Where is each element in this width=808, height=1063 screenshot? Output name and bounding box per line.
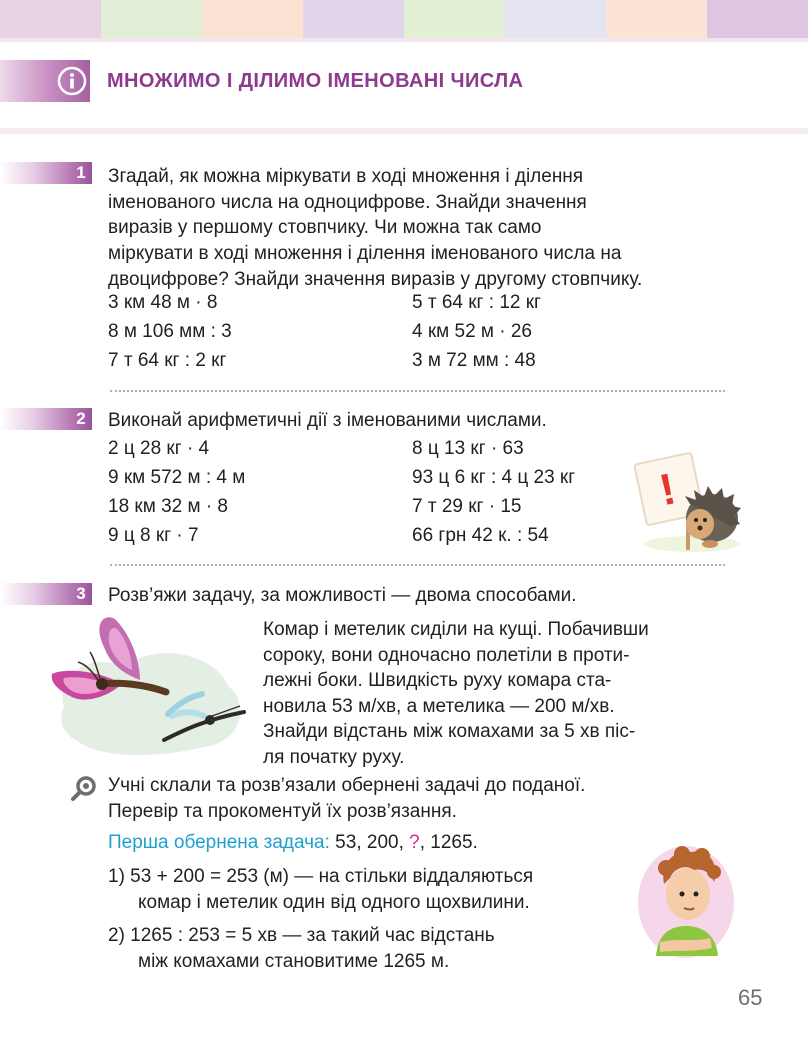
task3-problem <box>263 617 726 770</box>
expression: 8 м 106 мм : 3 <box>108 321 232 342</box>
band-segment <box>707 0 808 38</box>
first-inverse-label: Перша обернена задача: <box>108 832 330 853</box>
expression: 3 м 72 мм : 48 <box>412 350 536 371</box>
band-segment <box>0 0 101 38</box>
band-segment <box>202 0 303 38</box>
top-color-band <box>0 0 808 38</box>
text-line: Згадай, як можна міркувати в ході множення і ділення <box>108 166 584 187</box>
text-line: Комар і метелик сиділи на кущі. Побачивши <box>263 619 649 640</box>
thinking-boy-illustration <box>636 838 736 960</box>
task2-text: Виконай арифметичні дії з іменованими числами. <box>108 410 547 431</box>
sign-exclamation: ! <box>655 464 680 516</box>
task-number: 1 <box>76 163 86 182</box>
task2-column2 <box>412 434 575 550</box>
solution-step <box>108 923 533 974</box>
inverse-intro <box>108 773 585 824</box>
hedgehog-sign-illustration <box>630 452 745 554</box>
text-line: ля початку руху. <box>263 746 405 768</box>
step-line: між комахами становитиме 1265 м. <box>138 950 450 972</box>
expression: 4 км 52 м · 26 <box>412 321 532 342</box>
task1-text <box>108 164 718 293</box>
expression: 7 т 29 кг · 15 <box>412 496 522 517</box>
text-line: новила 53 м/хв, а метелика — 200 м/хв. <box>263 695 615 717</box>
expression: 9 км 572 м : 4 м <box>108 467 246 488</box>
solution-steps <box>108 864 533 982</box>
top-divider <box>0 38 808 42</box>
expression: 93 ц 6 кг : 4 ц 23 кг <box>412 467 576 488</box>
page-title: МНОЖИМО І ДІЛИМО ІМЕНОВАНІ ЧИСЛА <box>107 70 524 92</box>
solution-step <box>108 864 533 915</box>
dotted-divider <box>110 564 725 566</box>
step-line: комар і метелик один від одного щохвилини. <box>138 891 530 913</box>
band-segment <box>303 0 404 38</box>
first-inverse-values: 53, 200, <box>329 832 410 853</box>
task1-column2 <box>412 288 541 375</box>
text-line: лежні боки. Швидкість руху комара ста- <box>263 670 612 691</box>
expression: 2 ц 28 кг · 4 <box>108 438 210 459</box>
text-line: Перевір та прокоментуй їх розв’язання. <box>108 800 457 822</box>
expression: 9 ц 8 кг · 7 <box>108 525 199 546</box>
page-number: 65 <box>738 985 763 1010</box>
text-line: міркувати в ході множення і ділення іменованого числа на <box>108 243 622 265</box>
text-line: виразів у першому стовпчику. Чи можна так само <box>108 217 542 239</box>
text-line: Учні склали та розв’язали обернені задачі до поданої. <box>108 775 586 796</box>
task2-column1 <box>108 434 245 550</box>
first-inverse-values-end: , 1265. <box>419 832 478 853</box>
band-segment <box>404 0 505 38</box>
band-segment <box>505 0 606 38</box>
header-divider <box>0 128 808 134</box>
info-icon <box>57 66 87 96</box>
task3-text: Розв’яжи задачу, за можливості — двома способами. <box>108 585 577 606</box>
text-line: двоцифрове? Знайди значення виразів у другому стовпчику. <box>108 268 643 290</box>
expression: 18 км 32 м · 8 <box>108 496 228 517</box>
unknown-mark: ? <box>409 832 420 853</box>
expression: 3 км 48 м · 8 <box>108 292 218 313</box>
magnifier-icon <box>70 774 98 802</box>
task-number: 3 <box>76 584 86 603</box>
text-line: іменованого числа на одноцифрове. Знайди значення <box>108 191 587 213</box>
band-segment <box>101 0 202 38</box>
step-line: 2) 1265 : 253 = 5 хв — за такий час відстань <box>108 925 495 946</box>
expression: 5 т 64 кг : 12 кг <box>412 292 541 313</box>
step-line: 1) 53 + 200 = 253 (м) — на стільки віддаляються <box>108 866 534 887</box>
butterfly-mosquito-illustration <box>44 612 254 760</box>
expression: 66 грн 42 к. : 54 <box>412 525 549 546</box>
dotted-divider <box>110 390 725 392</box>
text-line: Знайди відстань між комахами за 5 хв піс- <box>263 721 636 742</box>
task-number: 2 <box>76 409 86 428</box>
expression: 7 т 64 кг : 2 кг <box>108 350 227 371</box>
first-inverse-task <box>108 832 478 854</box>
task1-column1 <box>108 288 232 375</box>
text-line: сороку, вони одночасно полетіли в проти- <box>263 644 630 666</box>
expression: 8 ц 13 кг · 63 <box>412 438 524 459</box>
band-segment <box>606 0 707 38</box>
